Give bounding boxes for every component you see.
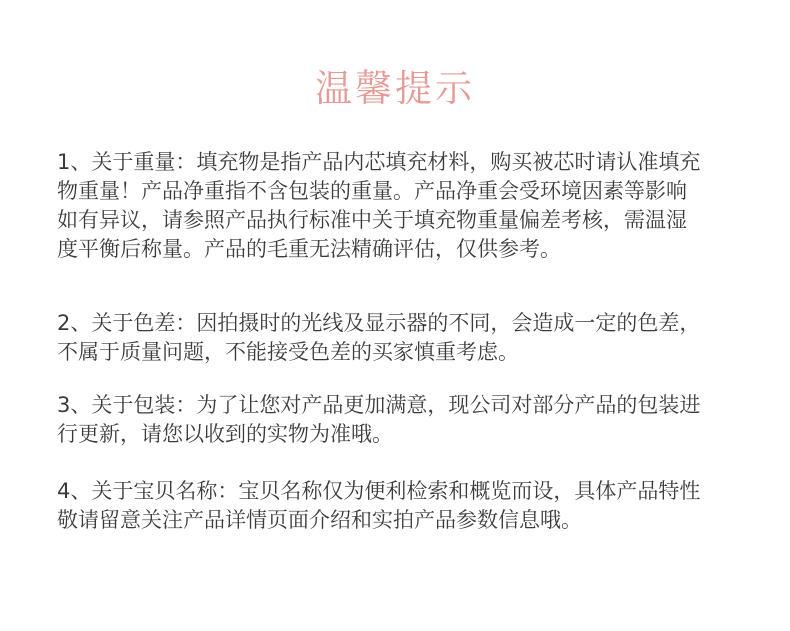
notice-line: 不属于质量问题，不能接受色差的买家慎重考虑。	[57, 340, 519, 364]
notice-color-difference	[57, 309, 747, 367]
notice-line: 敬请留意关注产品详情页面介绍和实拍产品参数信息哦。	[57, 508, 582, 532]
notice-line: 物重量！产品净重指不含包装的重量。产品净重会受环境因素等影响	[57, 179, 687, 203]
notice-line: 3、关于包装：为了让您对产品更加满意，现公司对部分产品的包装进	[57, 393, 701, 417]
page-title: 温馨提示	[315, 67, 475, 110]
notice-product-name	[57, 477, 747, 535]
notice-weight	[57, 148, 747, 264]
notice-line: 1、关于重量：填充物是指产品内芯填充材料，购买被芯时请认准填充	[57, 150, 701, 174]
notice-line: 度平衡后称量。产品的毛重无法精确评估，仅供参考。	[57, 237, 561, 261]
notice-line: 2、关于色差：因拍摄时的光线及显示器的不同，会造成一定的色差，	[57, 311, 701, 335]
notice-packaging	[57, 391, 747, 449]
notice-line: 如有异议，请参照产品执行标准中关于填充物重量偏差考核，需温湿	[57, 208, 687, 232]
notice-line: 4、关于宝贝名称：宝贝名称仅为便利检索和概览而设，具体产品特性	[57, 479, 701, 503]
notice-line: 行更新，请您以收到的实物为准哦。	[57, 422, 393, 446]
